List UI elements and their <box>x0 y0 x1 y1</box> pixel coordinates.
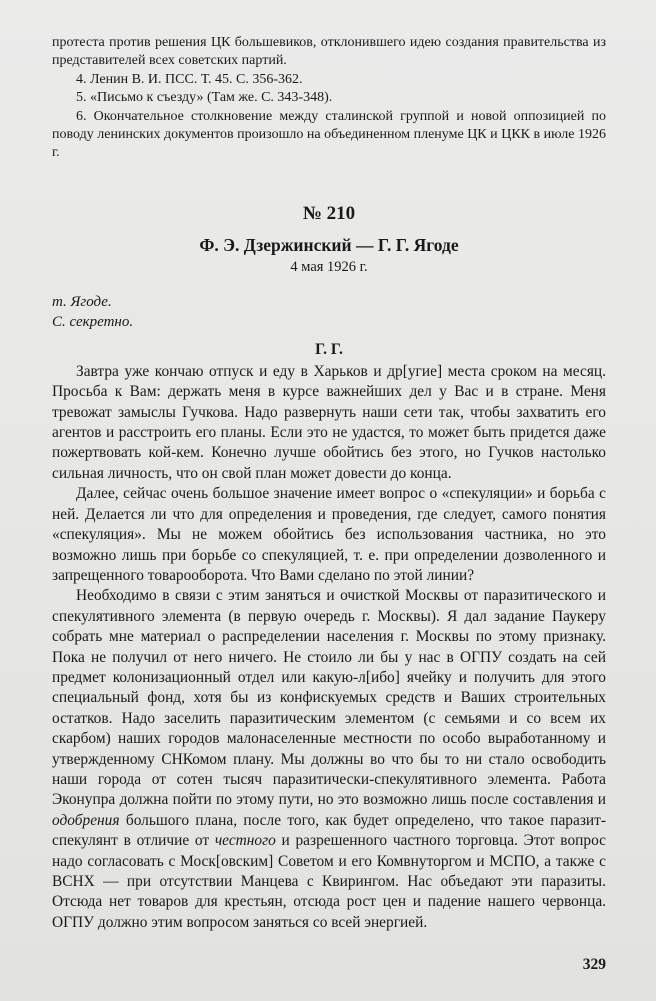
paragraph-3-part-b: большого плана, после того, как будет определено, что такое паразит-спекулянт в отличие от <box>52 811 606 850</box>
document-number: № 210 <box>302 202 356 224</box>
paragraph-1: Завтра уже кончаю отпуск и еду в Харьков и др[угие] места сроком на месяц. Просьба к Вам: держать меня в курсе важнейших дел у Вас и в стране. Меня тревожат замыслы Гучкова. Надо развернуть наши сети так, чтобы захватить его агентов и расстроить его планы. Если это не удастся, то может быть придется даже пожертвовать кой-кем. Конечно лучше обойтись без этого, но Гучков настолько сильная личность, что он свой план может довести до конца. <box>52 362 606 482</box>
endnote-3-continuation: протеста против решения ЦК большевиков, отклонившего идею создания правительства из представителей всех советских партий. <box>52 35 606 69</box>
endnote-4: 4. Ленин В. И. ПСС. Т. 45. С. 356-362. <box>76 71 303 87</box>
page-content <box>52 34 606 933</box>
paragraph-2: Далее, сейчас очень большое значение имеет вопрос о «спекуляции» и борьба с ней. Делается ли что для определения и проведения, где следует, самого понятия «спекуляция». Мы не можем обойтись без использования частника, но это возможно лишь при борьбе со спекуляцией, т. е. при определении дозволенного и запрещенного товарооборота. Что Вами сделано по этой линии? <box>52 485 606 584</box>
paragraph-3-part-a: Необходимо в связи с этим заняться и очисткой Москвы от паразитического и спекулятивного элемента (в первую очередь г. Москвы). Я дал задание Паукеру собрать мне материал о распределении населения г. Москвы по этому признаку. Пока не получил от него ничего. Не стоило ли бы у нас в ОГПУ создать на сей предмет колонизационный отдел или какую-л[ибо] ячейку и получить для этого специальный фонд, хотя бы из конфискуемых средств и Ваших строительных остатков. Надо заселить паразитическим элементом (с семьями и со всем их скарбом) наших городов малонаселенные местности по особо выработанному и утвержденному СНКомом плану. Мы должны во что бы то ни стало освободить наши города от сотен тысяч паразитически-спекулятивного элемента. Работа Эконупра должна пойти по этому пути, но это возможно лишь после составления и <box>52 587 606 809</box>
emphasis-approval: одобрения <box>52 811 120 829</box>
paragraph-3-part-c: и разрешенного частного торговца. Этот вопрос надо согласовать с Моск[овским] Советом и его Комвнуторгом и МСПО, а также с ВСНХ — при отсутствии Манцева с Квирингом. Нас объедают эти паразиты. Отсюда нет товаров для крестьян, отсюда рост цен и падение нашего червонца. ОГПУ должно этим вопросом заняться со всей энергией. <box>52 832 606 931</box>
salutation: Г. Г. <box>315 340 343 358</box>
letter-body <box>52 362 606 933</box>
endnote-6: 6. Окончательное столкновение между сталинской группой и новой оппозицией по поводу ленинских документов произошло на объединенном пленуме ЦК и ЦКК в июле 1926 г. <box>52 108 606 161</box>
page-number: 329 <box>582 956 606 973</box>
paragraph-3 <box>52 586 606 933</box>
addressee-block <box>52 292 606 332</box>
document-date: 4 мая 1926 г. <box>290 258 368 275</box>
endnote-5: 5. «Письмо к съезду» (Там же. С. 343-348). <box>76 90 333 106</box>
classification-mark: С. секретно. <box>52 313 134 330</box>
endnotes <box>52 34 606 163</box>
document-heading: Ф. Э. Дзержинский — Г. Г. Ягоде <box>199 234 459 255</box>
emphasis-honest: честного <box>214 832 276 850</box>
addressee: т. Ягоде. <box>52 293 112 310</box>
